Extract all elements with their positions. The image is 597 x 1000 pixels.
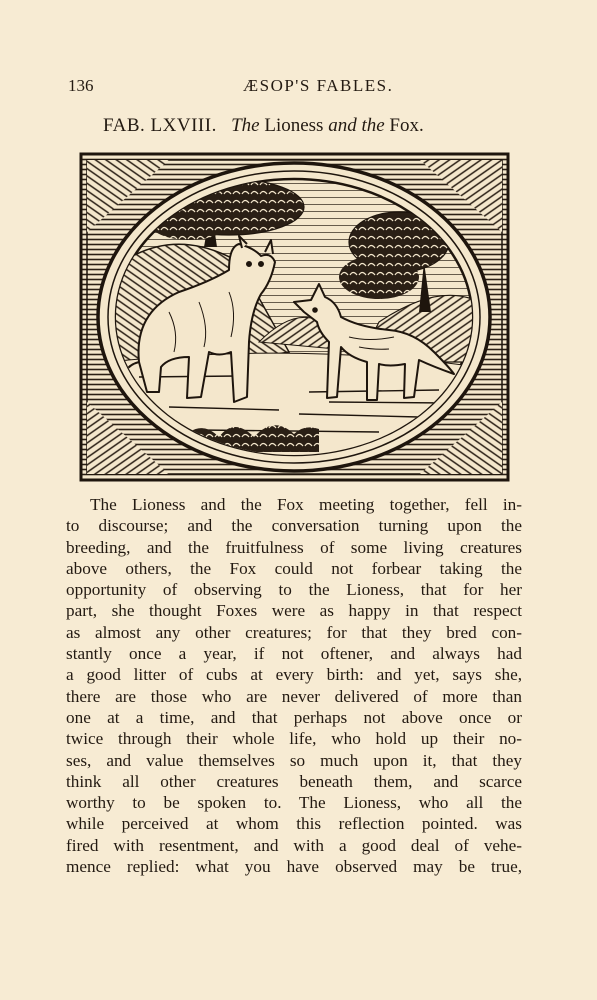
fable-text [66,494,522,877]
text-line: mence replied: what you have observed may be true, [66,857,522,877]
text-line: opportunity of observing to the Lioness, that for her [66,580,522,600]
text-line: as almost any other creatures; for that they bred con- [66,622,522,642]
running-head [68,76,508,98]
fable-title-fox: Fox. [389,115,424,136]
woodcut-illustration [79,152,510,482]
fable-number: FAB. LXVIII. [103,115,217,136]
text-line: ses, and value themselves so much upon it, that they [66,750,522,770]
fable-title-lioness: Lioness [264,115,324,136]
page-number: 136 [68,76,94,95]
text-line: think all other creatures beneath them, and scarce [66,771,522,791]
text-line: stantly once a year, if not oftener, and always had [66,644,522,664]
text-line: above others, the Fox could not forbear taking the [66,558,522,578]
text-line: a good litter of cubs at every birth: and yet, says she, [66,665,522,685]
text-line: one at a time, and that perhaps not above once or [66,707,522,727]
fable-title [103,115,424,137]
text-line: there are those who are never delivered of more than [66,686,522,706]
running-title: ÆSOP'S FABLES. [243,76,394,95]
fable-title-the: The [231,115,260,136]
text-line: twice through their whole life, who hold up their no- [66,729,522,749]
text-line: to discourse; and the conversation turning upon the [66,516,522,536]
text-line: worthy to be spoken to. The Lioness, who all the [66,793,522,813]
fable-title-and-the: and the [328,115,385,136]
text-line: The Lioness and the Fox meeting together, fell in- [90,495,522,514]
text-line: part, she thought Foxes were as happy in that respect [66,601,522,621]
text-line: while perceived at whom this reflection pointed. was [66,814,522,834]
text-line: fired with resentment, and with a good deal of vehe- [66,835,522,855]
text-line: breeding, and the fruitfulness of some living creatures [66,537,522,557]
